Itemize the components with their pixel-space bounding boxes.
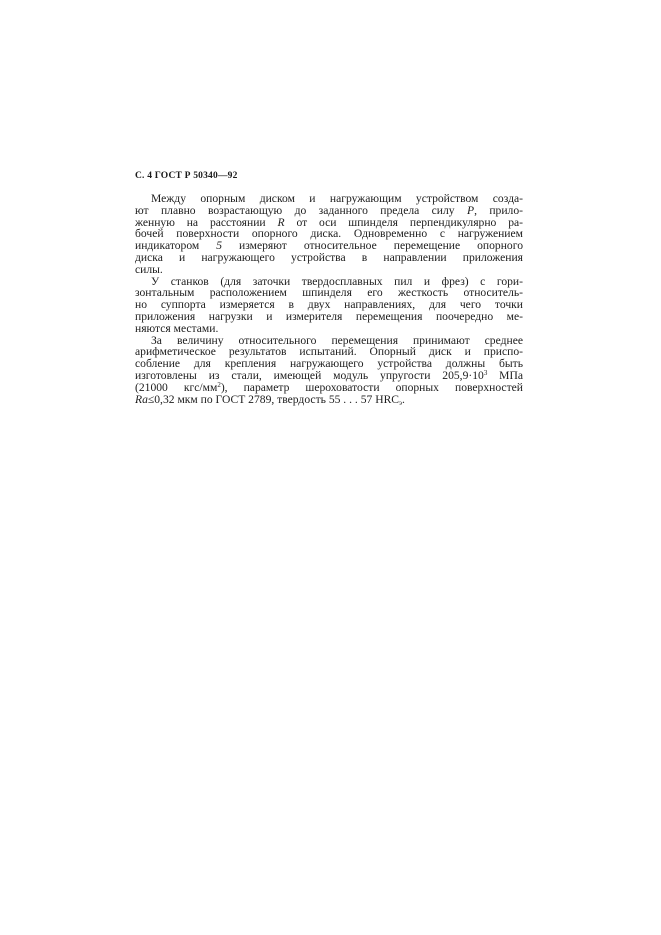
indicator-number: 5 [216, 239, 223, 253]
text-line: приложения нагрузки и измерителя перемещения поочередно ме- [135, 309, 523, 323]
text-line: бочей поверхности опорного диска. Одновременно с нагружением [135, 227, 523, 241]
page-header: С. 4 ГОСТ Р 50340—92 [135, 171, 238, 181]
variable-ra: Ra [135, 392, 148, 406]
text-line: силы. [135, 262, 163, 276]
text-line: няются местами. [135, 321, 219, 335]
text-run: , прило- [474, 203, 523, 217]
text-run: МПа [487, 368, 523, 382]
text-line: За величину относительного перемещения принимают среднее [151, 333, 523, 347]
text-run: изготовлены из стали, имеющей модуль упругости 205,9·10 [135, 368, 484, 382]
text-run: женную на расстоянии [135, 215, 278, 229]
text-run: ют плавно возрастающую до заданного предела силу [135, 203, 467, 217]
text-run: от оси шпинделя перпендикулярно ра- [284, 215, 524, 229]
text-line: У станков (для заточки твердосплавных пил и фрез) с гори- [151, 274, 523, 288]
superscript: 3 [483, 368, 488, 377]
variable-p: P [466, 203, 475, 217]
text-run: индикатором [135, 239, 217, 253]
text-line: диска и нагружающего устройства в направлении приложения [135, 250, 523, 264]
text-line: собление для крепления нагружающего устройства должны быть [135, 357, 523, 371]
text-run: (21000 кгс/мм [135, 380, 218, 394]
superscript: 2 [217, 380, 221, 389]
text-run: измеряют относительное перемещение опорного [222, 239, 523, 253]
subscript: э [399, 398, 403, 407]
text-line [135, 394, 523, 406]
text-run: ), параметр шероховатости опорных поверхностей [220, 380, 523, 394]
variable-r: R [277, 215, 285, 229]
text-line: арифметическое результатов испытаний. Опорный диск и приспо- [135, 345, 523, 359]
text-line: но суппорта измеряется в двух направлениях, для чего точки [135, 298, 523, 312]
body-text [135, 193, 523, 405]
text-line: Между опорным диском и нагружающим устройством созда- [151, 192, 523, 205]
text-run: ≤0,32 мкм по ГОСТ 2789, твердость 55 . . . 57 HRC [147, 392, 400, 406]
text-run: . [402, 392, 405, 406]
text-line: зонтальным расположением шпинделя его жесткость относитель- [135, 286, 523, 300]
